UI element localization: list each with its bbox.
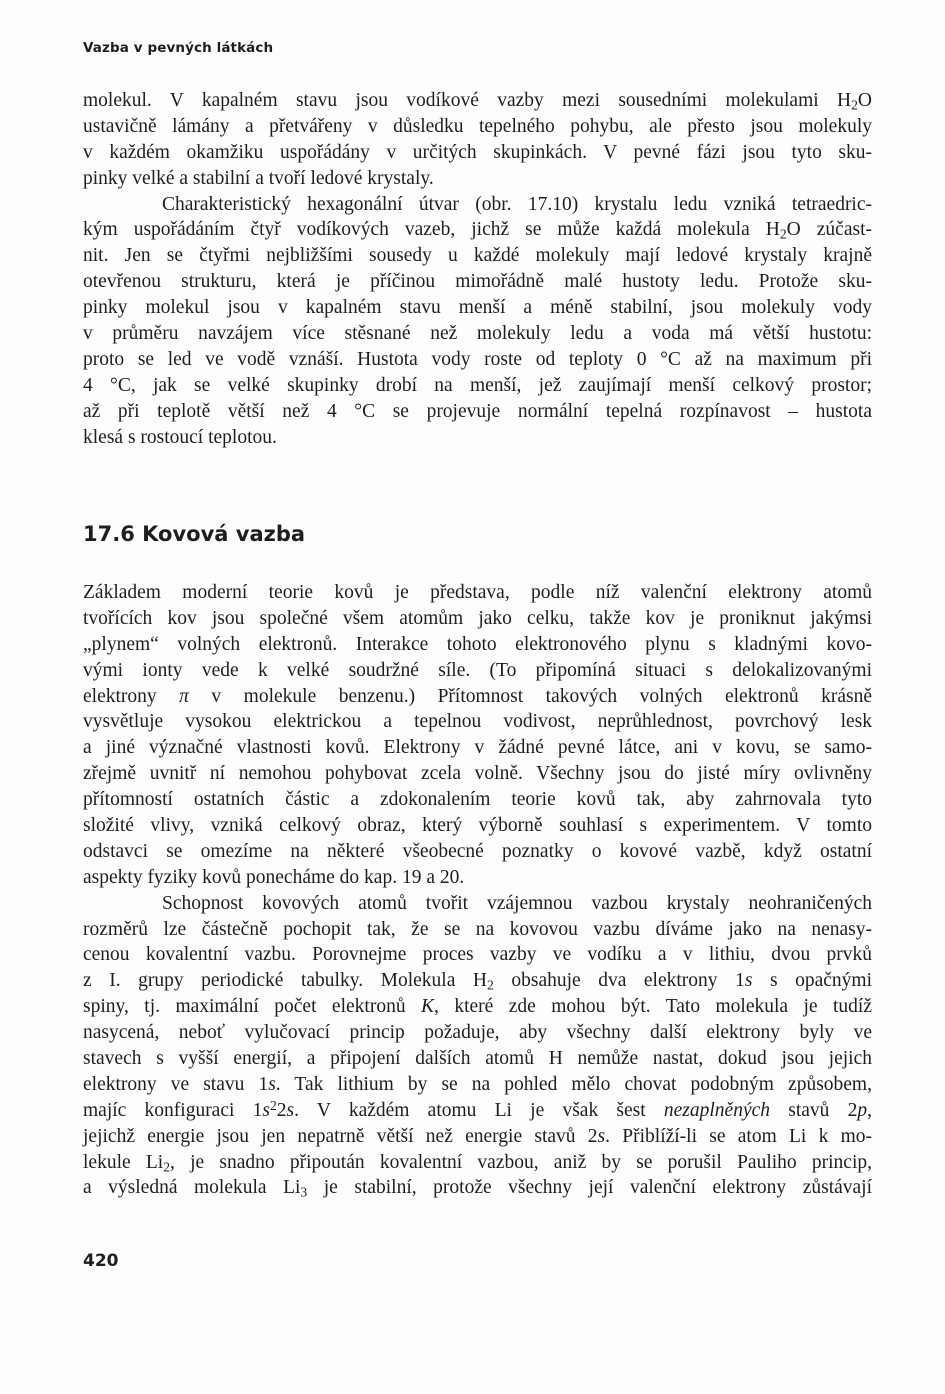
text-line: otevřenou strukturu, která je příčinou mimořádně malé hustoty ledu. Protože sku-: [83, 271, 872, 293]
section-heading: [83, 522, 305, 546]
text-line: vysvětluje vysokou elektrickou a tepelnou vodivost, neprůhlednost, povrchový lesk: [83, 711, 872, 733]
text-line: až při teplotě větší než 4 °C se projevuje normální tepelná rozpínavost – hustota: [83, 400, 872, 422]
text-line: molekul. V kapalném stavu jsou vodíkové vazby mezi sousedními molekulami $H_2O$: [83, 90, 872, 113]
text-line: klesá s rostoucí teplotou.: [83, 426, 277, 448]
text-block-top: [83, 88, 872, 450]
text-line: ustavičně lámány a přetvářeny v důsledku tepelného pohybu, ale přesto jsou molekuly: [83, 115, 872, 137]
text-line: odstavci se omezíme na některé všeobecné poznatky o kovové vazbě, když ostatní: [83, 840, 872, 862]
text-line: aspekty fyziky kovů ponecháme do kap. 19 a 20.: [83, 866, 465, 888]
text-line: v každém okamžiku uspořádány v určitých skupinkách. V pevné fázi jsou tyto sku-: [83, 141, 872, 163]
text-line: lekule $Li_2$, je snadno připoután kovalentní vazbou, aniž by se porušil Pauliho princip,: [83, 1151, 872, 1174]
text-line: elektrony ve stavu 1s. Tak lithium by se na pohled mělo chovat podobným způsobem,: [83, 1073, 872, 1095]
text-line: Základem moderní teorie kovů je představa, podle níž valenční elektrony atomů: [83, 582, 872, 603]
text-line: nit. Jen se čtyřmi nejbližšími sousedy u každé molekuly mají ledové krystaly krajně: [83, 245, 872, 267]
text-line: proto se led ve vodě vznáší. Hustota vody roste od teploty 0 °C až na maximum při: [83, 348, 872, 370]
text-line: a jiné význačné vlastnosti kovů. Elektrony v žádné pevné látce, ani v kovu, se samo-: [83, 737, 872, 759]
text-line: přítomností ostatních částic a zdokonalením teorie kovů tak, aby zahrnovala tyto: [83, 789, 872, 811]
text-line: stavech s vyšší energií, a připojení dalších atomů H nemůže nastat, dokud jsou jejich: [83, 1048, 872, 1070]
text-block-section: [83, 580, 872, 1201]
text-line: složité vlivy, vzniká celkový obraz, který výborně souhlasí s experimentem. V tomto: [83, 815, 872, 837]
text-line: zřejmě uvnitř ní nemohou pohybovat zcela volně. Všechny jsou do jisté míry ovlivněny: [83, 763, 872, 785]
text-line: majíc konfiguraci $1s^22s$. V každém atomu Li je však šest nezaplněných stavů 2p,: [83, 1097, 872, 1121]
text-line: pinky molekul jsou v kapalném stavu menší a méně stabilní, jsou molekuly vody: [83, 297, 872, 319]
running-head: Vazba v pevných látkách: [83, 40, 274, 56]
section-number: 17.6: [83, 522, 135, 546]
text-line: Schopnost kovových atomů tvořit vzájemnou vazbou krystaly neohraničených: [162, 892, 872, 914]
text-line: pinky velké a stabilní a tvoří ledové krystaly.: [83, 167, 434, 189]
text-line: elektrony π v molekule benzenu.) Přítomnost takových volných elektronů krásně: [83, 685, 872, 707]
section-title: Kovová vazba: [142, 522, 306, 546]
text-line: tvořících kov jsou společné všem atomům jako celku, takže kov je proniknut jakýmsi: [83, 607, 872, 629]
text-line: z I. grupy periodické tabulky. Molekula $H_2$ obsahuje dva elektrony 1s s opačnými: [83, 970, 873, 993]
page-number: 420: [83, 1251, 119, 1271]
text-line: rozměrů lze částečně pochopit tak, že se na kovovou vazbu díváme jako na nenasy-: [83, 918, 872, 940]
text-line: a výsledná molekula $Li_3$ je stabilní, protože všechny její valenční elektrony zůstávají: [83, 1177, 873, 1200]
text-line: cenou kovalentní vazbu. Porovnejme proces vazby ve vodíku a v lithiu, dvou prvků: [83, 944, 872, 966]
text-line: „plynem“ volných elektronů. Interakce tohoto elektronového plynu s kladnými kovo-: [83, 633, 872, 655]
text-line: v průměru navzájem více stěsnané než molekuly ledu a voda má větší hustotu:: [83, 323, 872, 345]
text-line: vými ionty vede k velké soudržné síle. (To připomíná situaci s delokalizovanými: [83, 659, 872, 681]
text-line: jejichž energie jsou jen nepatrně větší než energie stavů 2s. Přiblíží-li se atom Li k mo-: [83, 1125, 872, 1147]
text-line: kým uspořádáním čtyř vodíkových vazeb, jichž se může každá molekula $H_2O$ zúčast-: [83, 219, 872, 242]
text-line: nasycená, neboť vylučovací princip požaduje, aby všechny další elektrony byly ve: [83, 1022, 872, 1044]
text-line: Charakteristický hexagonální útvar (obr. 17.10) krystalu ledu vzniká tetraedric-: [162, 193, 872, 215]
text-line: 4 °C, jak se velké skupinky drobí na menší, jež zaujímají menší celkový prostor;: [83, 374, 872, 396]
text-line: spiny, tj. maximální počet elektronů K, které zde mohou být. Tato molekula je tudíž: [83, 996, 873, 1018]
